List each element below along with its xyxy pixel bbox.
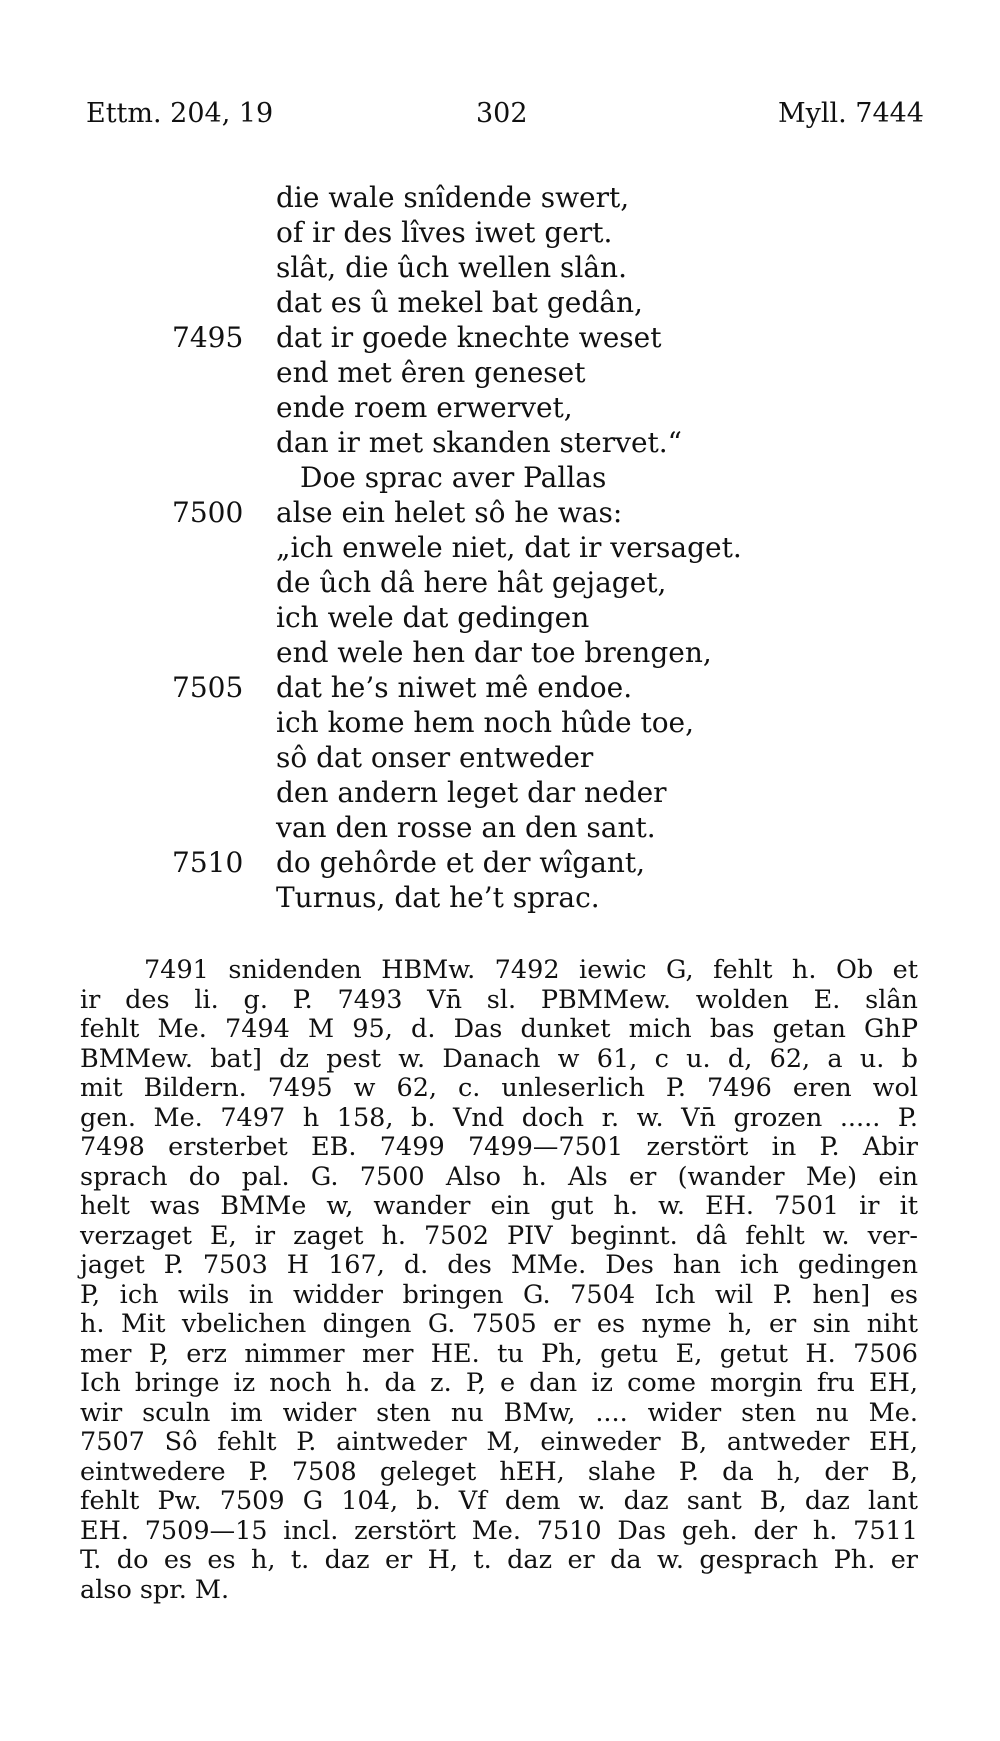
footnote-line: helt was BMMe w, wander ein gut h. w. EH. 7501 ir it xyxy=(80,1191,918,1221)
verse-text: end wele hen dar toe brengen, xyxy=(276,636,712,669)
footnote-line: 7507 Sô fehlt P. aintweder M, einweder B, antweder EH, xyxy=(80,1427,918,1457)
verse-text: dat es û mekel bat gedân, xyxy=(276,286,643,319)
verse-text: end met êren geneset xyxy=(276,356,586,389)
verse-line xyxy=(0,565,1000,600)
verse-text: dat he’s niwet mê endoe. xyxy=(276,671,633,704)
verse-number: 7495 xyxy=(172,321,244,354)
footnote-line: P, ich wils in widder bringen G. 7504 Ich wil P. hen] es xyxy=(80,1279,918,1310)
verse-line xyxy=(0,670,1000,705)
verse-text: dan ir met skanden stervet.“ xyxy=(276,426,682,459)
verse-block xyxy=(0,180,1000,915)
page-number: 302 xyxy=(476,98,528,129)
verse-text: slât, die ûch wellen slân. xyxy=(276,251,627,284)
footnote-line: Ich bringe iz noch h. da z. P, e dan iz come morgin fru EH, xyxy=(80,1368,918,1398)
verse-text: „ich enwele niet, dat ir versaget. xyxy=(276,531,742,564)
page-header xyxy=(86,98,924,138)
verse-line xyxy=(0,880,1000,915)
verse-line xyxy=(0,775,1000,810)
verse-text: den andern leget dar neder xyxy=(276,776,667,809)
verse-line xyxy=(0,705,1000,740)
footnote-line: BMMew. bat] dz pest w. Danach w 61, c u. d, 62, a u. b xyxy=(80,1043,918,1074)
header-right-reference: Myll. 7444 xyxy=(777,98,924,129)
verse-text: die wale snîdende swert, xyxy=(276,181,630,214)
verse-text: de ûch dâ here hât gejaget, xyxy=(276,566,667,599)
footnote-line: jaget P. 7503 H 167, d. des MMe. Des han ich gedingen xyxy=(80,1250,918,1280)
verse-text: do gehôrde et der wîgant, xyxy=(276,846,646,879)
footnote-line: fehlt Me. 7494 M 95, d. Das dunket mich bas getan GhP xyxy=(80,1014,918,1044)
verse-line xyxy=(0,390,1000,425)
verse-line xyxy=(0,740,1000,775)
footnote-line: T. do es es h, t. daz er H, t. daz er da w. gesprach Ph. er xyxy=(80,1545,918,1575)
verse-line xyxy=(0,180,1000,215)
footnote-line: eintwedere P. 7508 geleget hEH, slahe P. da h, der B, xyxy=(80,1456,918,1487)
verse-line xyxy=(0,320,1000,355)
footnote-line: 7491 snidenden HBMw. 7492 iewic G, fehlt h. Ob et xyxy=(144,955,918,985)
verse-number: 7510 xyxy=(172,846,244,879)
header-left-reference: Ettm. 204, 19 xyxy=(86,98,274,129)
footnote-line: verzaget E, ir zaget h. 7502 PIV beginnt. dâ fehlt w. ver- xyxy=(80,1220,918,1251)
verse-line xyxy=(0,495,1000,530)
footnote-line: gen. Me. 7497 h 158, b. Vnd doch r. w. Vn̄ grozen ..... P. xyxy=(80,1102,918,1133)
footnotes-apparatus xyxy=(80,956,918,1605)
verse-text: ich wele dat gedingen xyxy=(276,601,590,634)
footnote-line: fehlt Pw. 7509 G 104, b. Vf dem w. daz sant B, daz lant xyxy=(80,1486,918,1516)
verse-line xyxy=(0,600,1000,635)
verse-text: dat ir goede knechte weset xyxy=(276,321,662,354)
verse-line xyxy=(0,285,1000,320)
footnote-line: wir sculn im wider sten nu BMw, .... wider sten nu Me. xyxy=(80,1397,918,1428)
footnote-line: h. Mit vbelichen dingen G. 7505 er es nyme h, er sin niht xyxy=(80,1309,918,1339)
verse-text: ich kome hem noch hûde toe, xyxy=(276,706,695,739)
verse-line xyxy=(0,845,1000,880)
verse-line xyxy=(0,635,1000,670)
verse-text: Doe sprac aver Pallas xyxy=(300,461,607,494)
verse-text: sô dat onser entweder xyxy=(276,741,594,774)
verse-text: ende roem erwervet, xyxy=(276,391,573,424)
footnote-line: 7498 ersterbet EB. 7499 7499—7501 zerstört in P. Abir xyxy=(80,1132,918,1162)
verse-text: Turnus, dat he’t sprac. xyxy=(276,881,600,914)
footnote-line: EH. 7509—15 incl. zerstört Me. 7510 Das geh. der h. 7511 xyxy=(80,1515,918,1546)
verse-line xyxy=(0,425,1000,460)
footnote-line: also spr. M. xyxy=(80,1574,230,1605)
verse-line xyxy=(0,215,1000,250)
verse-text: alse ein helet sô he was: xyxy=(276,496,623,529)
verse-line xyxy=(0,250,1000,285)
footnote-line: mer P, erz nimmer mer HE. tu Ph, getu E, getut H. 7506 xyxy=(80,1338,918,1369)
verse-text: of ir des lîves iwet gert. xyxy=(276,216,613,249)
verse-number: 7505 xyxy=(172,671,244,704)
footnote-line: mit Bildern. 7495 w 62, c. unleserlich P. 7496 eren wol xyxy=(80,1073,918,1103)
verse-line xyxy=(0,460,1000,495)
verse-line xyxy=(0,355,1000,390)
verse-text: van den rosse an den sant. xyxy=(276,811,656,844)
footnote-line: ir des li. g. P. 7493 Vn̄ sl. PBMMew. wolden E. slân xyxy=(80,984,918,1015)
verse-line xyxy=(0,530,1000,565)
footnote-line: sprach do pal. G. 7500 Also h. Als er (wander Me) ein xyxy=(80,1161,918,1192)
verse-number: 7500 xyxy=(172,496,244,529)
verse-line xyxy=(0,810,1000,845)
